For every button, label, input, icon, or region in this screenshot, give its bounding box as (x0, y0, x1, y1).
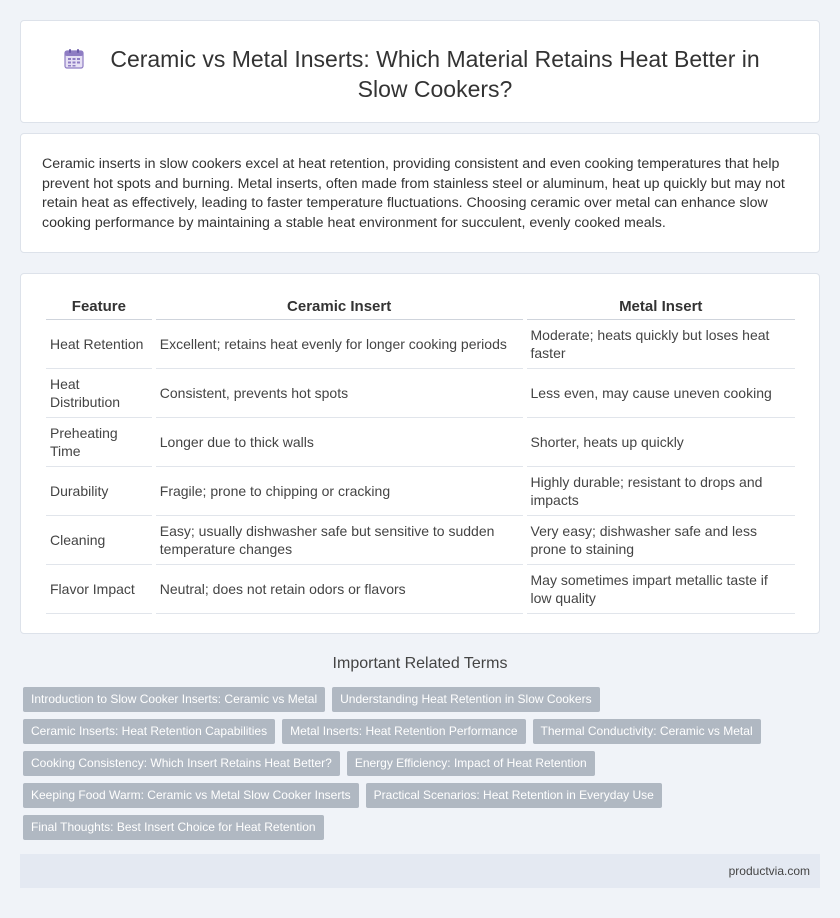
cell-metal: Less even, may cause uneven cooking (527, 369, 796, 418)
footer-site-name[interactable]: productvia.com (728, 864, 810, 878)
cell-metal: Shorter, heats up quickly (527, 418, 796, 467)
related-term-tag[interactable]: Practical Scenarios: Heat Retention in Everyday Use (366, 783, 662, 808)
cell-ceramic: Excellent; retains heat evenly for longer cooking periods (156, 320, 523, 369)
table-row (46, 467, 795, 516)
cell-ceramic: Consistent, prevents hot spots (156, 369, 523, 418)
header-card (20, 20, 820, 123)
cell-feature: Cleaning (46, 516, 152, 565)
table-row (46, 369, 795, 418)
cell-ceramic: Longer due to thick walls (156, 418, 523, 467)
intro-card (20, 133, 820, 253)
intro-paragraph: Ceramic inserts in slow cookers excel at heat retention, providing consistent and even cooking temperatures that help prevent hot spots and burning. Metal inserts, often made from stainless steel or aluminum, heat up quickly but may not retain heat as effectively, leading to faster temperature fluctuations. Choosing ceramic over metal can enhance slow cooking performance by maintaining a stable heat environment for succulent, evenly cooked meals. (42, 156, 785, 231)
comparison-table-card (20, 273, 820, 634)
cell-feature: Heat Distribution (46, 369, 152, 418)
table-row (46, 320, 795, 369)
footer (20, 854, 820, 888)
cell-metal: Highly durable; resistant to drops and impacts (527, 467, 796, 516)
table-row (46, 516, 795, 565)
table-header-row (46, 296, 795, 320)
table-row (46, 565, 795, 614)
header-ceramic: Ceramic Insert (156, 296, 523, 320)
header-metal: Metal Insert (527, 296, 796, 320)
related-terms-list (23, 687, 813, 847)
related-term-tag[interactable]: Keeping Food Warm: Ceramic vs Metal Slow Cooker Inserts (23, 783, 359, 808)
page-title: Ceramic vs Metal Inserts: Which Material Retains Heat Better in Slow Cookers? (110, 46, 760, 102)
cell-metal: Moderate; heats quickly but loses heat faster (527, 320, 796, 369)
related-terms-title: Important Related Terms (332, 655, 508, 672)
cell-metal: May sometimes impart metallic taste if low quality (527, 565, 796, 614)
comparison-table (42, 296, 799, 614)
cell-feature: Heat Retention (46, 320, 152, 369)
cell-feature: Preheating Time (46, 418, 152, 467)
cell-metal: Very easy; dishwasher safe and less prone to staining (527, 516, 796, 565)
related-term-tag[interactable]: Introduction to Slow Cooker Inserts: Ceramic vs Metal (23, 687, 325, 712)
cell-feature: Flavor Impact (46, 565, 152, 614)
related-term-tag[interactable]: Understanding Heat Retention in Slow Cookers (332, 687, 599, 712)
cell-ceramic: Fragile; prone to chipping or cracking (156, 467, 523, 516)
related-term-tag[interactable]: Ceramic Inserts: Heat Retention Capabilities (23, 719, 275, 744)
related-term-tag[interactable]: Cooking Consistency: Which Insert Retains Heat Better? (23, 751, 340, 776)
cell-ceramic: Neutral; does not retain odors or flavors (156, 565, 523, 614)
table-row (46, 418, 795, 467)
cell-feature: Durability (46, 467, 152, 516)
related-term-tag[interactable]: Final Thoughts: Best Insert Choice for Heat Retention (23, 815, 324, 840)
cell-ceramic: Easy; usually dishwasher safe but sensitive to sudden temperature changes (156, 516, 523, 565)
related-term-tag[interactable]: Thermal Conductivity: Ceramic vs Metal (533, 719, 761, 744)
header-feature: Feature (46, 296, 152, 320)
related-term-tag[interactable]: Energy Efficiency: Impact of Heat Retention (347, 751, 595, 776)
related-term-tag[interactable]: Metal Inserts: Heat Retention Performance (282, 719, 525, 744)
